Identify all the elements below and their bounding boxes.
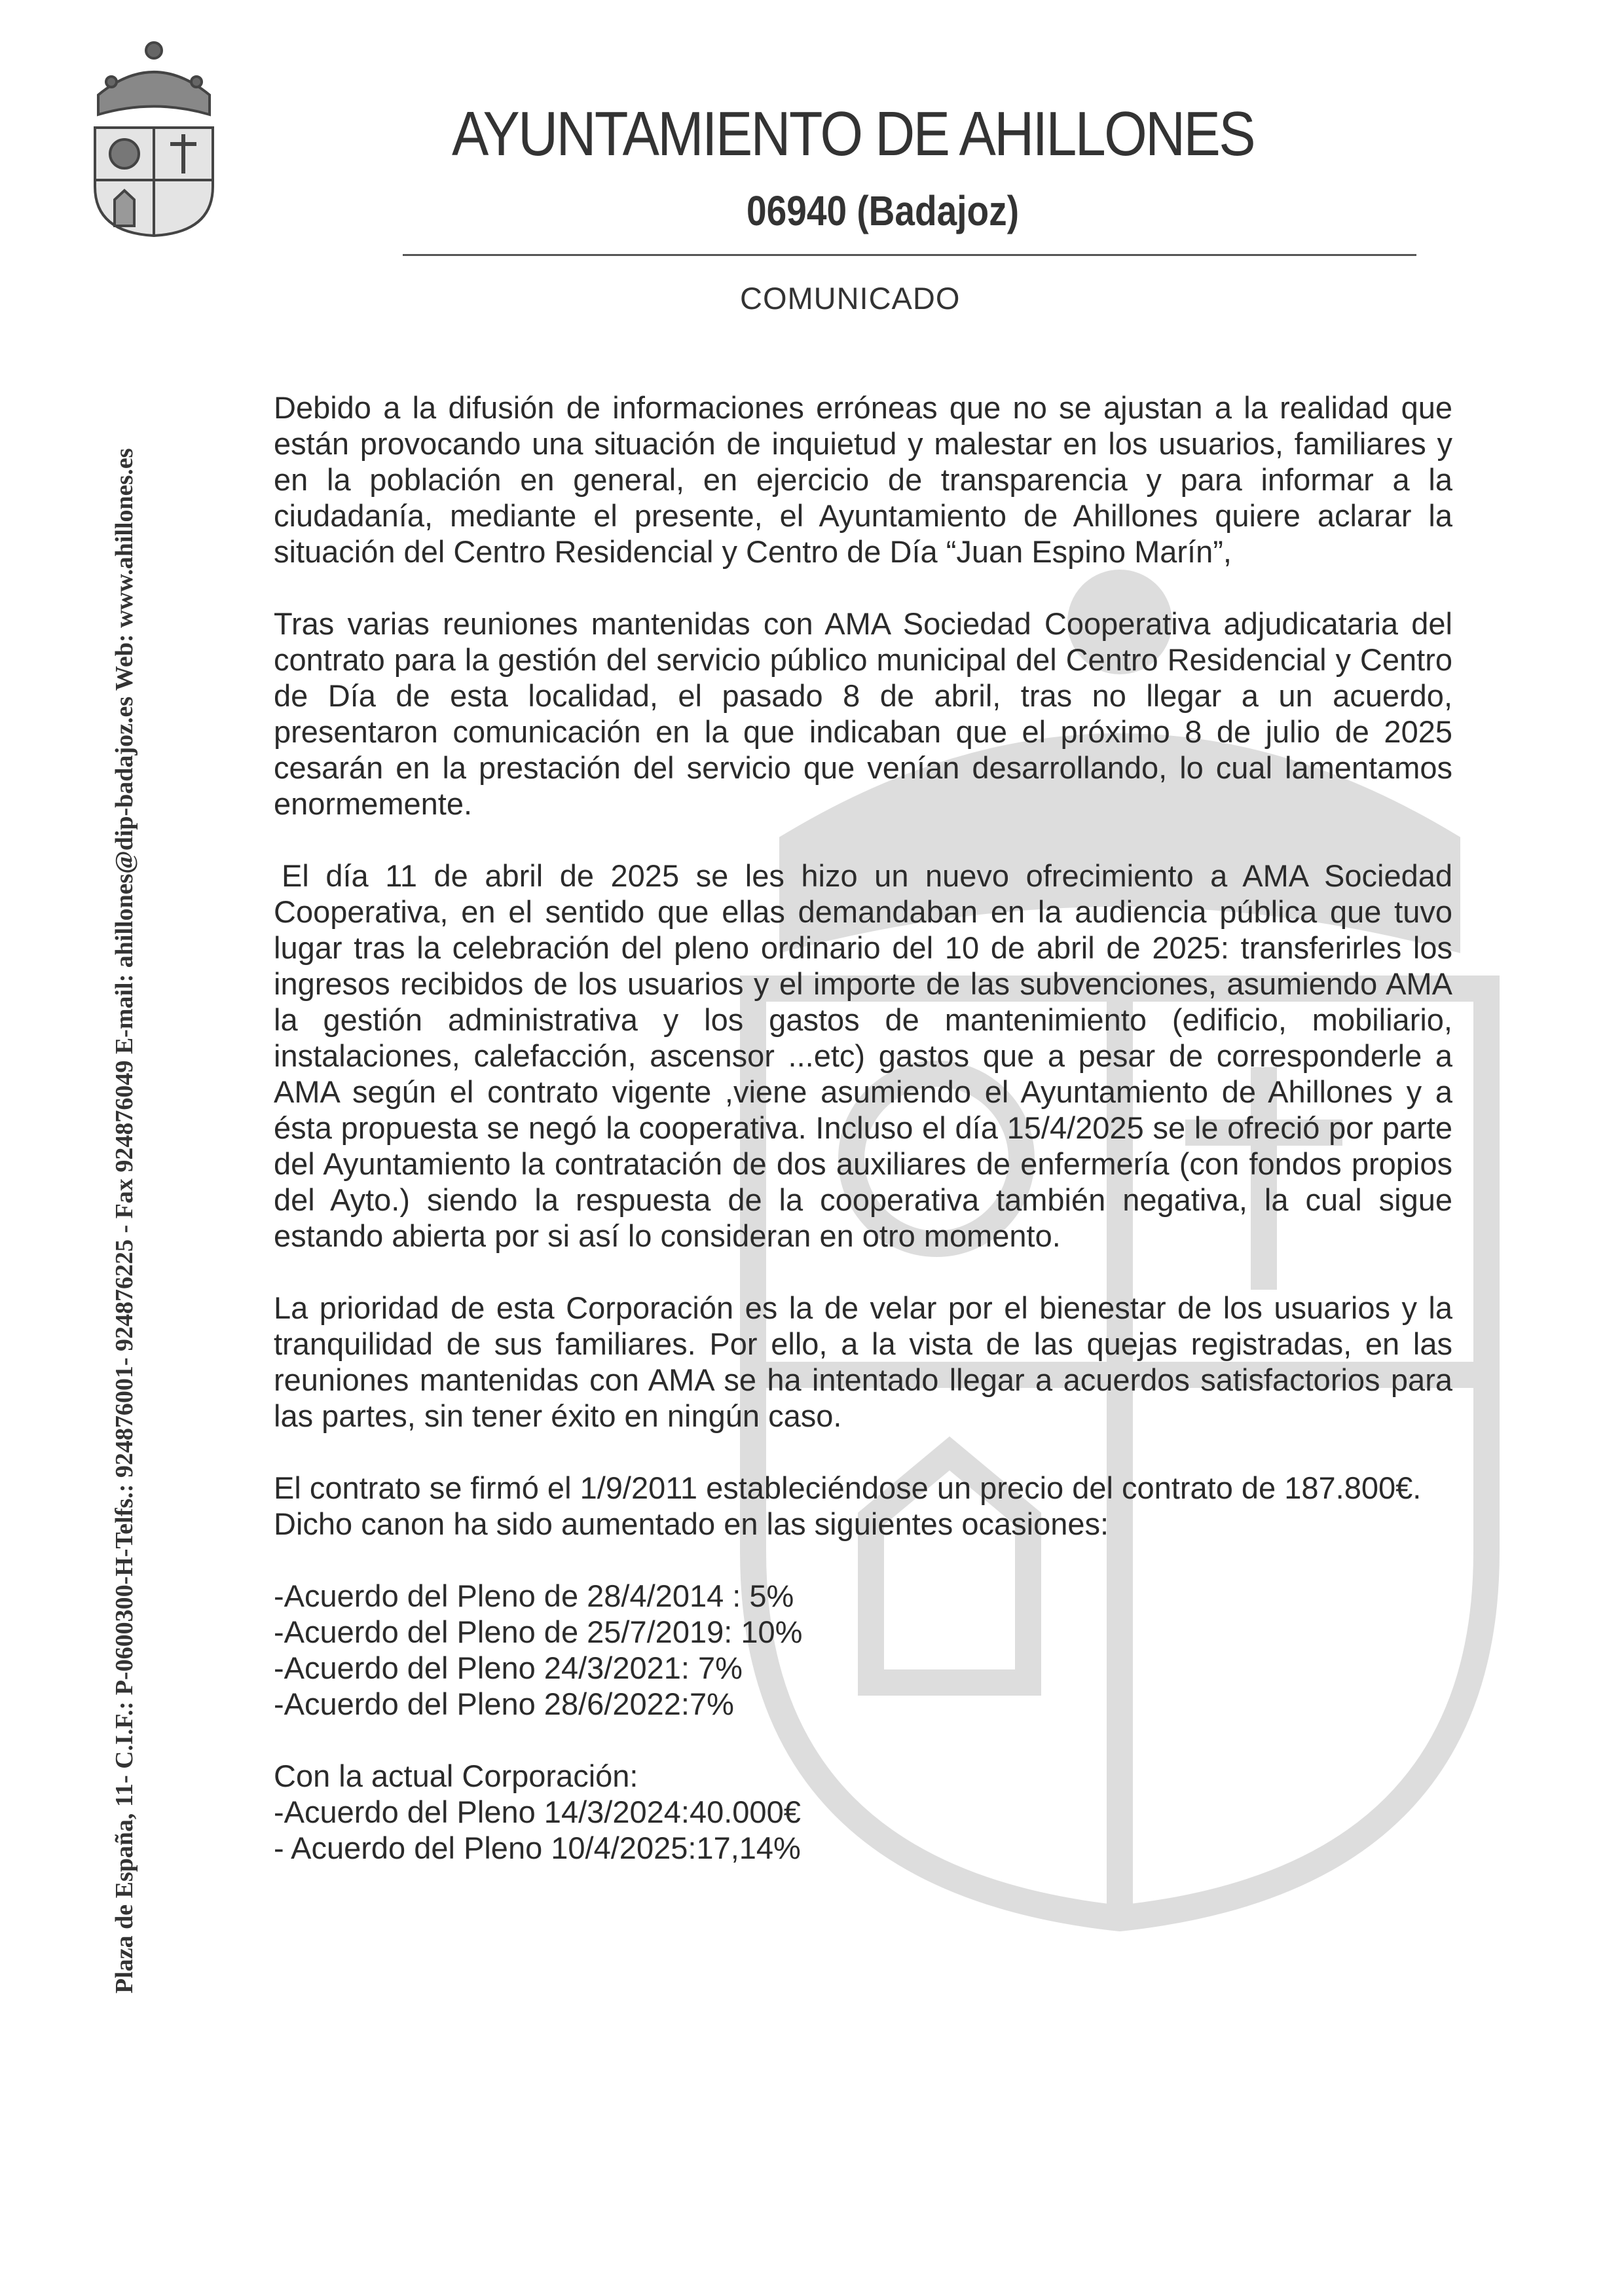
page-title: AYUNTAMIENTO DE AHILLONES [452,99,1254,169]
contract-info [274,1470,1452,1542]
list-item: -Acuerdo del Pleno 28/6/2022:7% [274,1686,734,1721]
paragraph-meetings: Tras varias reuniones mantenidas con AMA Sociedad Cooperativa adjudicataria del contrato para la gestión del servicio público municipal del Centro Residencial y Centro de Día de esta localidad, el pasado 8 de abril, tras no llegar a un acuerdo, presentaron comunicación en la que indicaban que el próximo 8 de julio de 2025 cesarán en la prestación del servicio que venían desarrollando, lo cual lamentamos enormemente. [274,606,1452,821]
list-item: -Acuerdo del Pleno 24/3/2021: 7% [274,1650,743,1685]
paragraph-priority: La prioridad de esta Corporación es la de velar por el bienestar de los usuarios y la tranquilidad de sus familiares. Por ello, a la vista de las quejas registradas, en las reuniones mantenidas con AMA se ha intentado llegar a acuerdos satisfactorios para las partes, sin tener éxito en ningún caso. [274,1290,1452,1433]
document-heading: COMUNICADO [740,281,961,316]
contract-line-1: El contrato se firmó el 1/9/2011 estableciéndose un precio del contrato de 187.800€. [274,1470,1422,1505]
list-item: -Acuerdo del Pleno de 28/4/2014 : 5% [274,1578,794,1613]
page-subtitle: 06940 (Badajoz) [747,187,1020,234]
current-corporation-list [274,1758,1452,1866]
paragraph-offer: El día 11 de abril de 2025 se les hizo un nuevo ofrecimiento a AMA Sociedad Cooperativa, en el sentido que ellas demandaban en la audiencia pública que tuvo lugar tras la celebración del pleno ordinario del 10 de abril de 2025: transferirles los ingresos recibidos de los usuarios y el importe de las subvenciones, asumiendo AMA la gestión administrativa y los gastos de mantenimiento (edificio, mobiliario, instalaciones, calefacción, ascensor ...etc) gastos que a pesar de corresponderle a AMA según el contrato vigente ,viene asumiendo el Ayuntamiento de Ahillones y a ésta propuesta se negó la cooperativa. Incluso el día 15/4/2025 se le ofreció por parte del Ayuntamiento la contratación de dos auxiliares de enfermería (con fondos propios del Ayto.) siendo la respuesta de la cooperativa también negativa, la cual sigue estando abierta por si así lo consideran en otro momento. [274,858,1452,1253]
contract-line-2: Dicho canon ha sido aumentado en las siguientes ocasiones: [274,1506,1109,1541]
list-item: -Acuerdo del Pleno de 25/7/2019: 10% [274,1614,803,1649]
list-item: -Acuerdo del Pleno 14/3/2024:40.000€ [274,1795,801,1829]
sidebar-contact-info: Plaza de España, 11- C.I.F.: P-0600300-H-Telfs.: 924876001- 924876225 - Fax 924876049 E-mail: ahillones@dip-badajoz.es Web: www.ahillones.es [111,448,138,1994]
list-item: - Acuerdo del Pleno 10/4/2025:17,14% [274,1831,801,1865]
current-intro: Con la actual Corporación: [274,1758,638,1793]
increases-list [274,1578,1452,1722]
document-body [274,390,1452,1902]
paragraph-intro: Debido a la difusión de informaciones erróneas que no se ajustan a la realidad que están provocando una situación de inquietud y malestar en los usuarios, familiares y en la población en general, en ejercicio de transparencia y para informar a la ciudadanía, mediante el presente, el Ayuntamiento de Ahillones quiere aclarar la situación del Centro Residencial y Centro de Día “Juan Espino Marín”, [274,390,1452,569]
coat-of-arms-icon [85,36,223,239]
header-divider [403,254,1416,256]
